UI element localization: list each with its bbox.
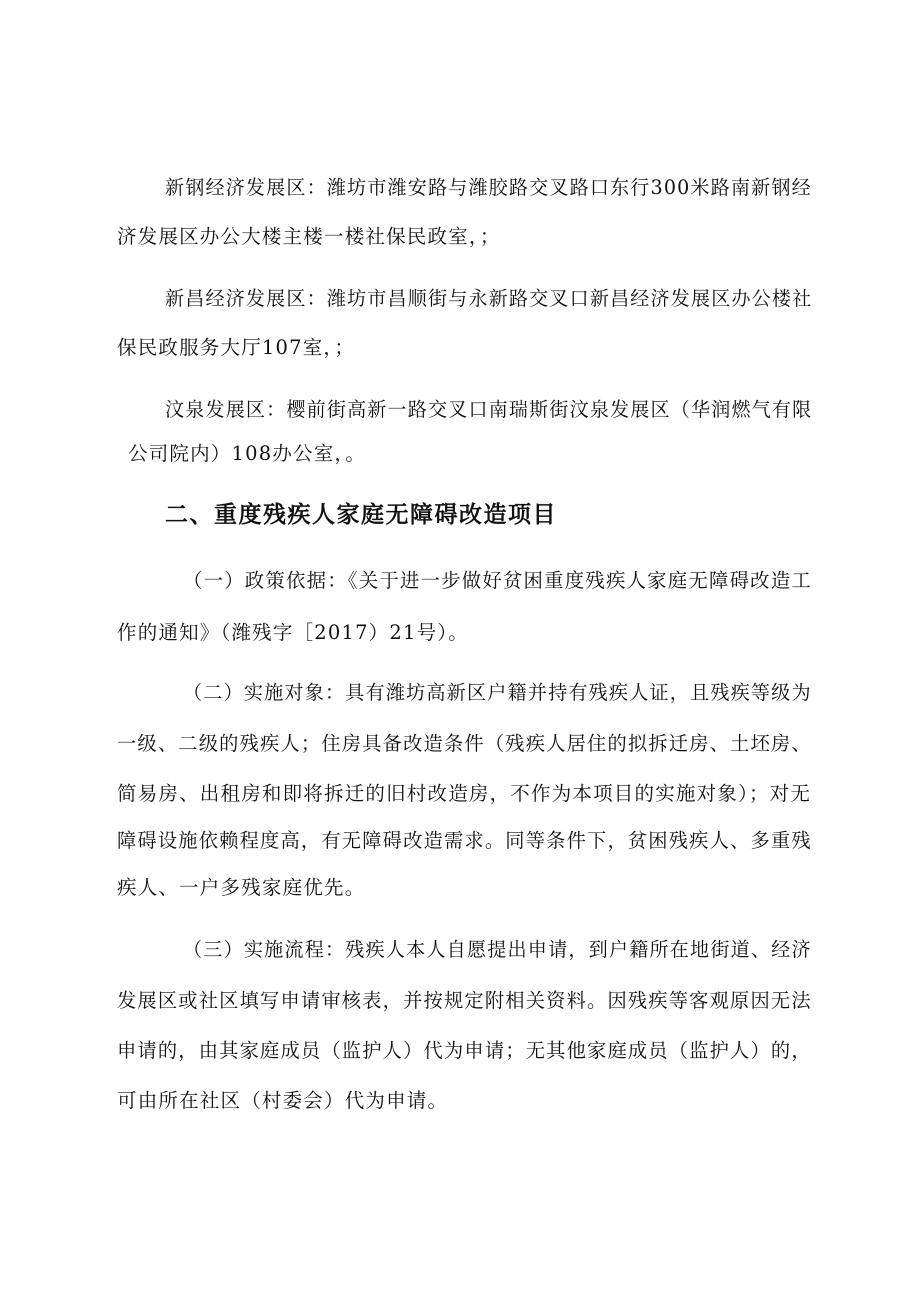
paragraph-line: 公司院内）108办公室，。	[128, 442, 367, 465]
paragraph-line: 汶泉发展区：樱前街高新一路交叉口南瑞斯街汶泉发展区（华润燃气有限	[165, 398, 813, 421]
paragraph-line: （三）实施流程：残疾人本人自愿提出申请，到户籍所在地街道、经济	[183, 938, 812, 961]
paragraph-line: 新昌经济发展区：潍坊市昌顺街与永新路交叉口新昌经济发展区办公楼社	[165, 287, 813, 310]
paragraph-line: 一级、二级的残疾人；住房具备改造条件（残疾人居住的拟拆迁房、土坯房、	[117, 732, 812, 755]
paragraph-line: （二）实施对象：具有潍坊高新区户籍并持有残疾人证，且残疾等级为	[183, 681, 812, 704]
paragraph-line: 简易房、出租房和即将拆迁的旧村改造房，不作为本项目的实施对象）；对无	[117, 782, 812, 805]
paragraph-line: 疾人、一户多残家庭优先。	[117, 876, 366, 899]
paragraph-line: 保民政服务大厅107室，；	[117, 336, 356, 359]
paragraph-line: 作的通知》（潍残字［2017）21号）。	[117, 621, 469, 644]
paragraph-line: 申请的，由其家庭成员（监护人）代为申请；无其他家庭成员（监护人）的，	[117, 1039, 812, 1062]
paragraph-line: 新钢经济发展区：潍坊市潍安路与潍胶路交叉路口东行300米路南新钢经	[165, 176, 812, 199]
paragraph-line: （一）政策依据：《关于进一步做好贫困重度残疾人家庭无障碍改造工	[183, 569, 812, 592]
paragraph-line: 济发展区办公大楼主楼一楼社保民政室，；	[117, 225, 501, 248]
paragraph-line: 发展区或社区填写申请审核表，并按规定附相关资料。因残疾等客观原因无法	[117, 989, 812, 1012]
paragraph-line: 障碍设施依赖程度高，有无障碍改造需求。同等条件下，贫困残疾人、多重残	[117, 829, 812, 852]
section-heading: 二、重度残疾人家庭无障碍改造项目	[165, 502, 557, 528]
paragraph-line: 可由所在社区（村委会）代为申请。	[117, 1089, 449, 1112]
